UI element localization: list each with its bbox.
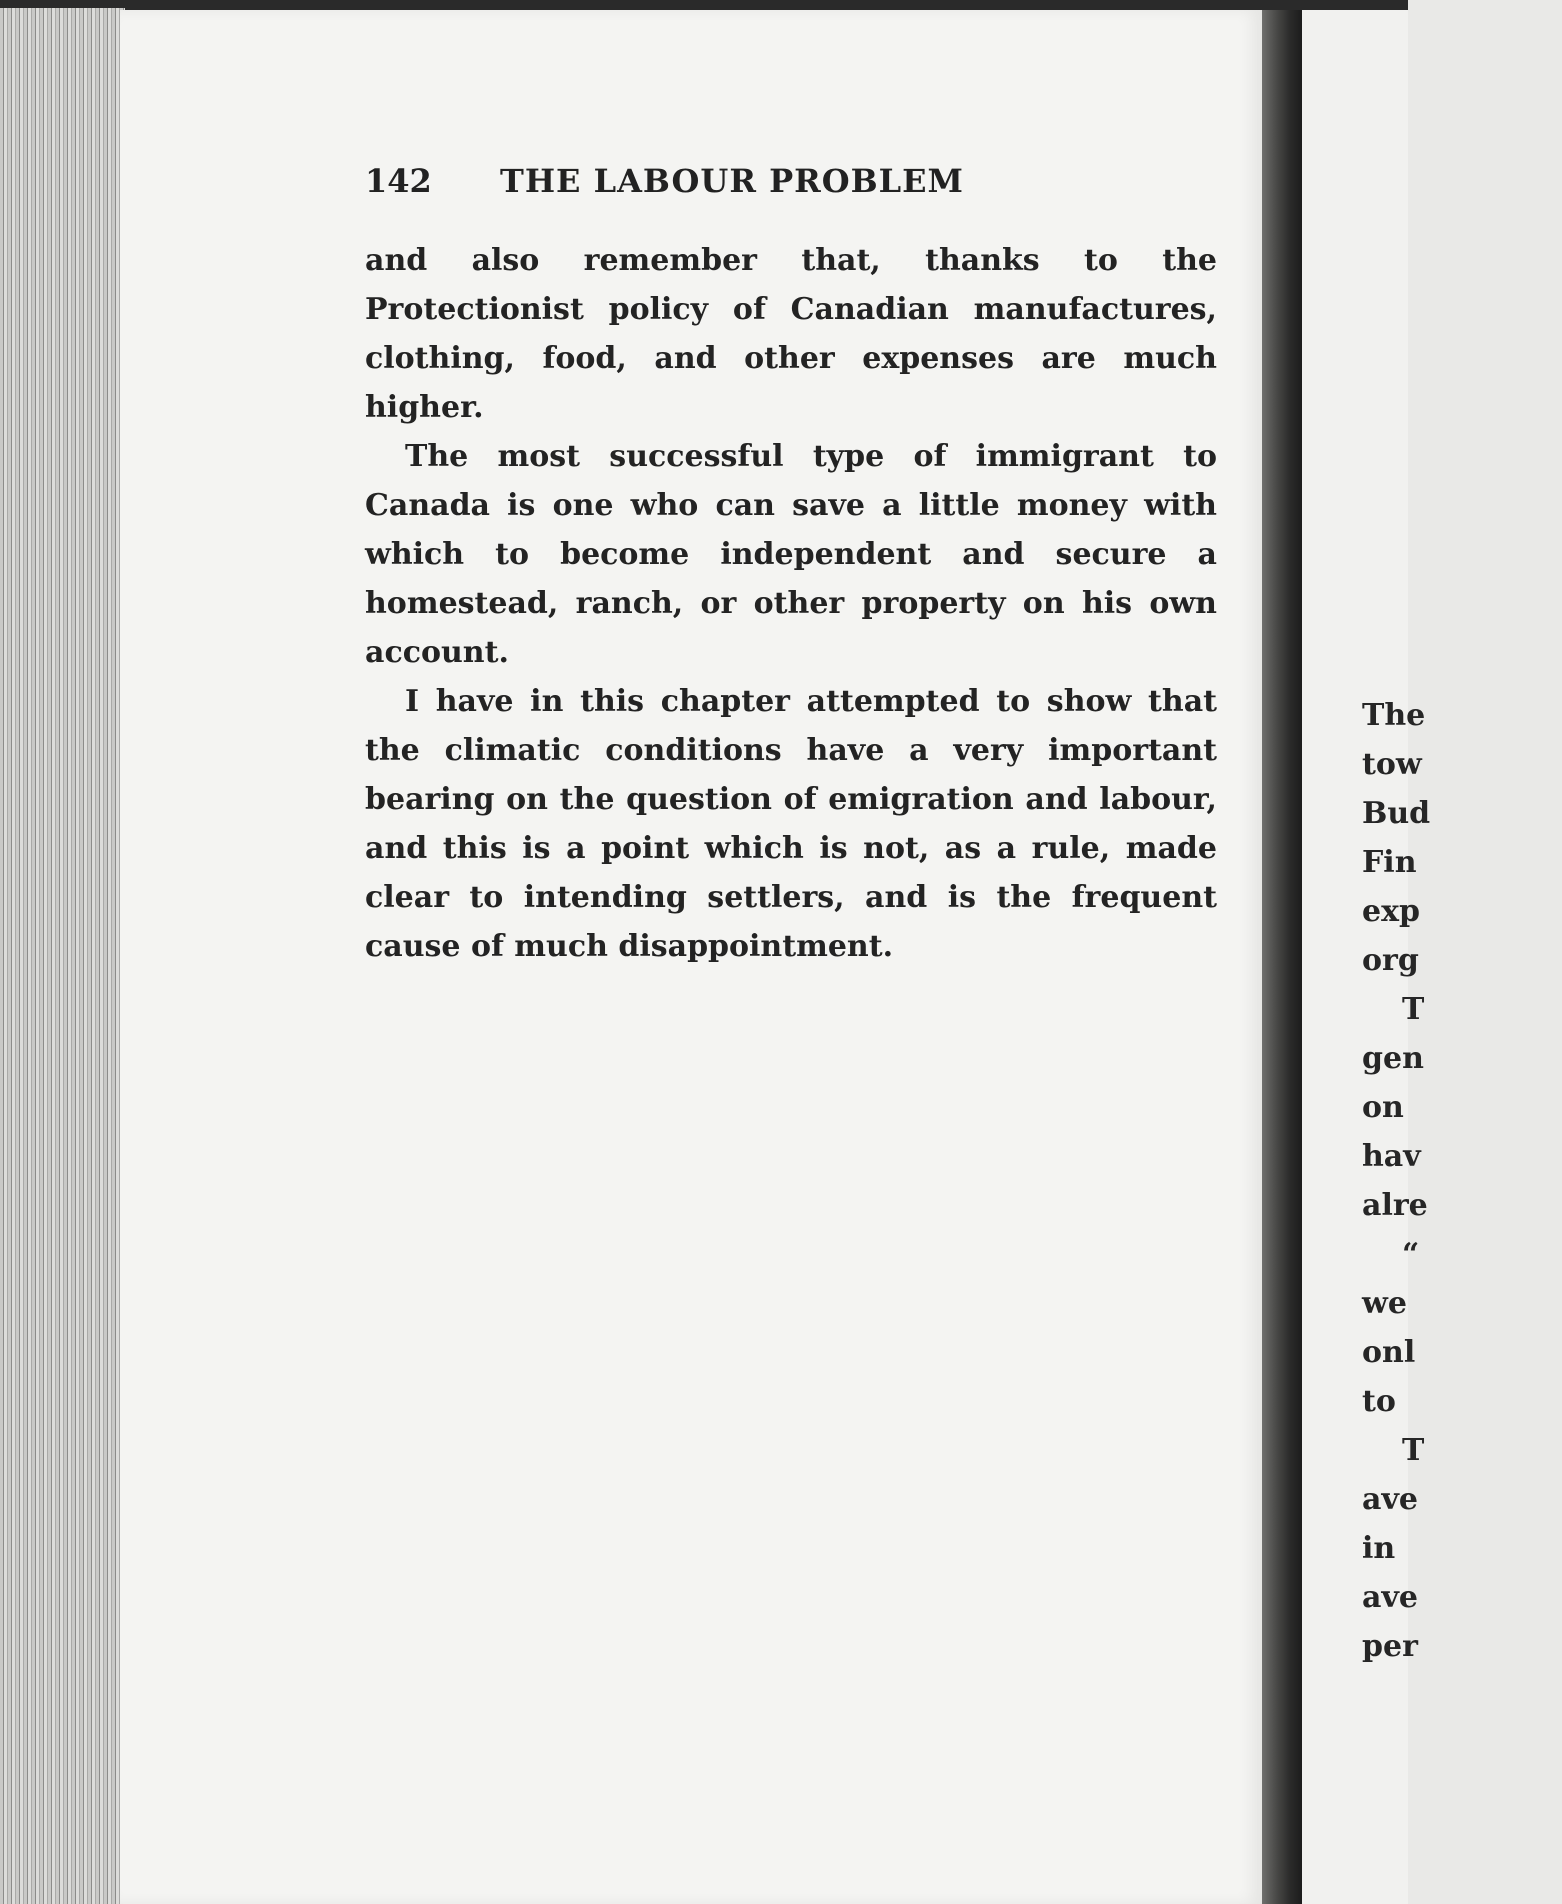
facing-line: alre bbox=[1362, 1188, 1428, 1223]
facing-line: ave bbox=[1362, 1580, 1418, 1615]
facing-page bbox=[1302, 10, 1431, 1904]
body-text bbox=[365, 236, 1217, 971]
book-gutter bbox=[1262, 10, 1302, 1904]
page-title: THE LABOUR PROBLEM bbox=[500, 162, 964, 200]
page-number: 142 bbox=[365, 162, 432, 200]
facing-line: gen bbox=[1362, 1041, 1424, 1076]
facing-line: Fin bbox=[1362, 845, 1417, 880]
running-head bbox=[365, 162, 1225, 200]
facing-line: tow bbox=[1362, 747, 1422, 782]
facing-page-lines bbox=[1362, 691, 1562, 1671]
page-stack-edges bbox=[0, 8, 125, 1904]
facing-line: exp bbox=[1362, 894, 1420, 929]
facing-line: “ bbox=[1402, 1237, 1420, 1272]
facing-line: on bbox=[1362, 1090, 1404, 1125]
facing-line: T bbox=[1402, 1433, 1425, 1468]
facing-line: we bbox=[1362, 1286, 1407, 1321]
facing-line: onl bbox=[1362, 1335, 1416, 1370]
paragraph-2: The most successful type of immigrant to Canada is one who can save a little money with which to become independent and secure a homestead, ranch, or other property on his own account. bbox=[365, 439, 1217, 670]
paragraph-1: and also remember that, thanks to the Protectionist policy of Canadian manufactures, clothing, food, and other expenses are much higher. bbox=[365, 243, 1217, 425]
facing-line: ave bbox=[1362, 1482, 1418, 1517]
facing-line: per bbox=[1362, 1629, 1418, 1664]
facing-line: hav bbox=[1362, 1139, 1421, 1174]
paragraph-3: I have in this chapter attempted to show that the climatic conditions have a very important bearing on the question of emigration and labour, and this is a point which is not, as a rule, made clear to intending settlers, and is the frequent cause of much disappointment. bbox=[365, 684, 1217, 964]
facing-line: The bbox=[1362, 698, 1426, 733]
facing-line: org bbox=[1362, 943, 1419, 978]
facing-line: Bud bbox=[1362, 796, 1431, 831]
facing-line: T bbox=[1402, 992, 1425, 1027]
facing-line: to bbox=[1362, 1384, 1396, 1419]
facing-line: in bbox=[1362, 1531, 1396, 1566]
